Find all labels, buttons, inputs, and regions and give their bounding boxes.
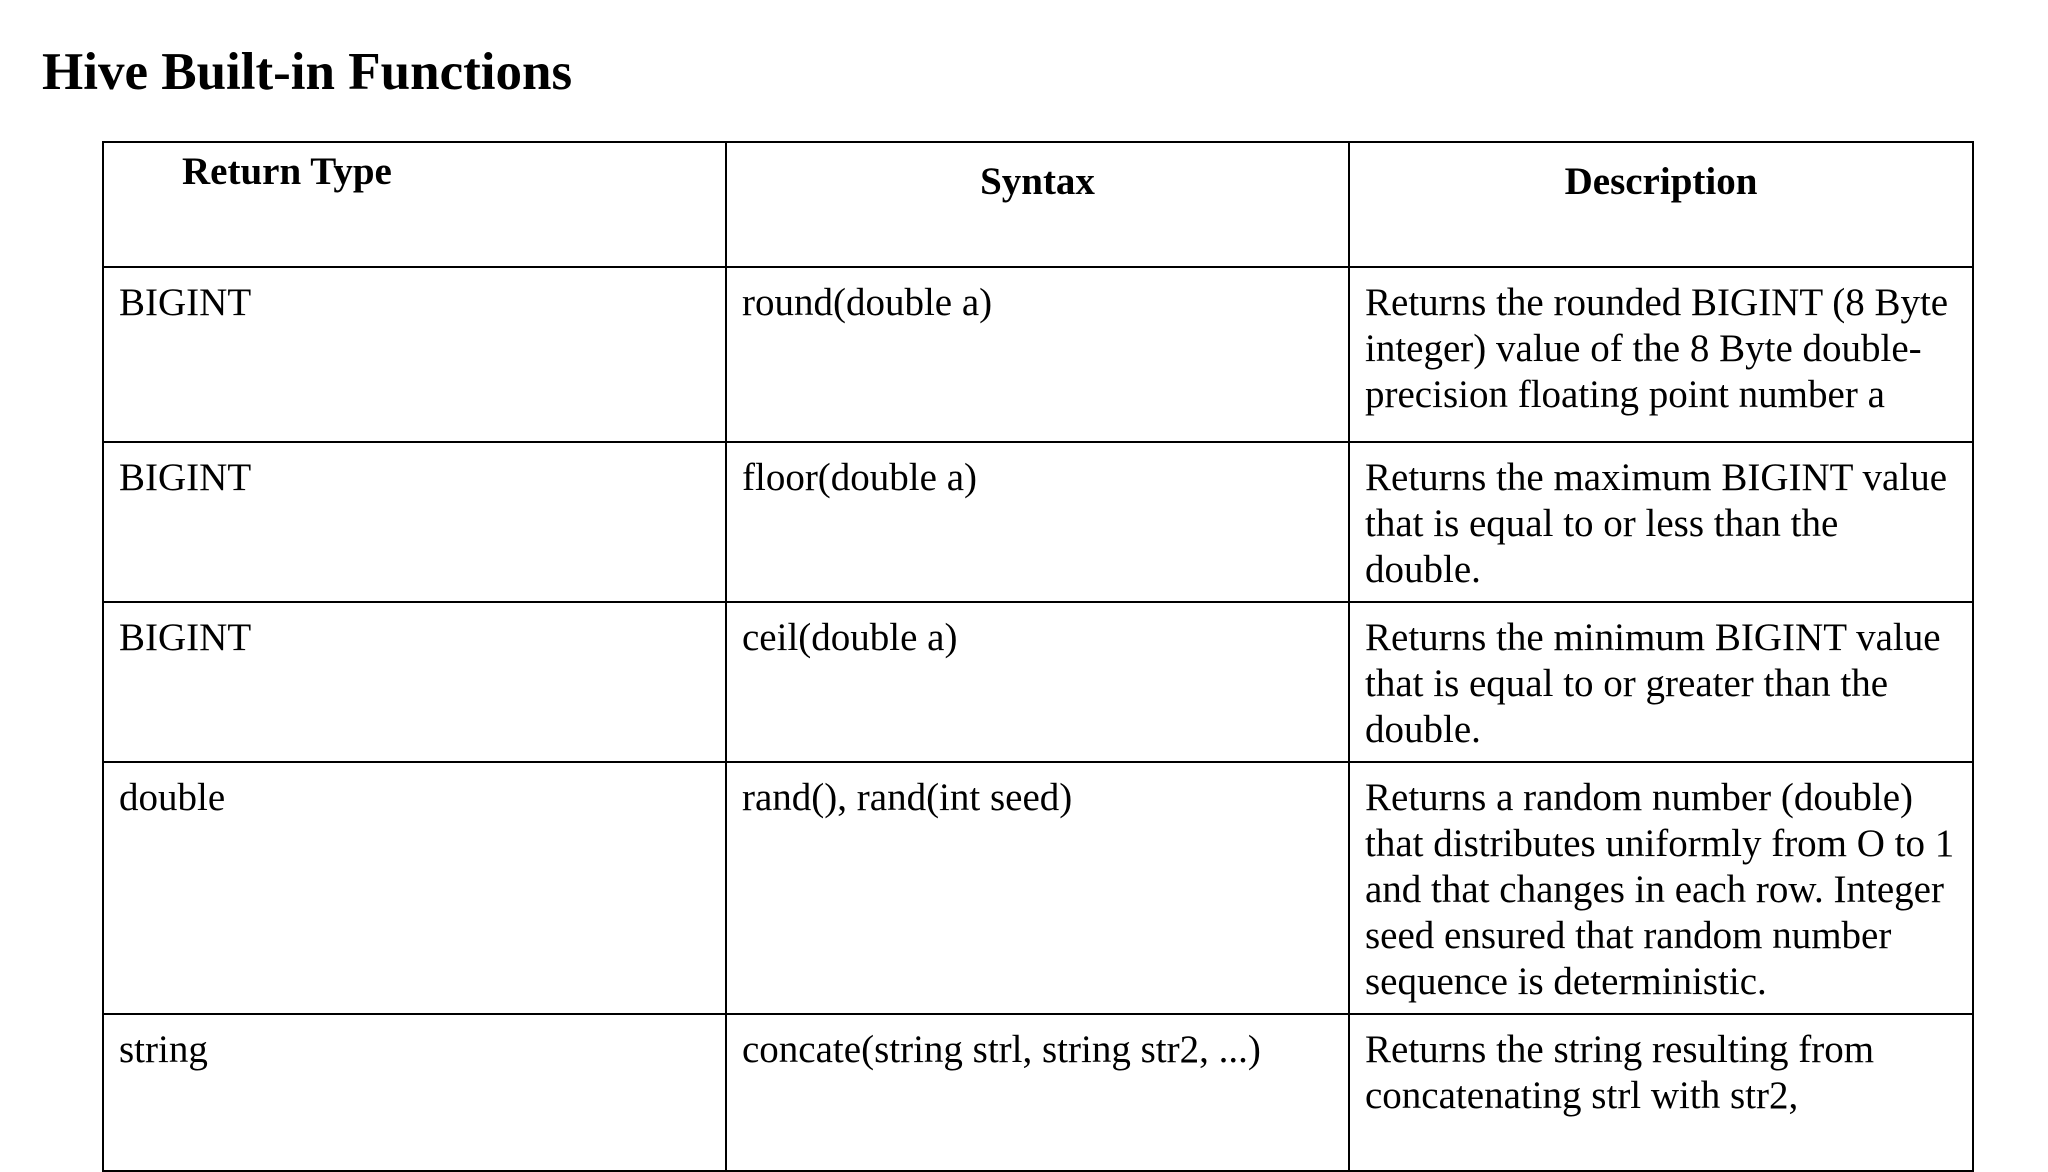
header-syntax: Syntax [726,142,1349,267]
functions-table [102,141,1974,1172]
syntax-cell: floor(double a) [726,442,1349,602]
syntax-cell: concate(string strl, string str2, ...) [726,1014,1349,1171]
return-type-cell: BIGINT [103,602,726,762]
return-type-cell: double [103,762,726,1014]
description-cell: Returns the minimum BIGINT value that is equal to or greater than the double. [1349,602,1973,762]
table-row [103,762,1973,1014]
syntax-cell: ceil(double a) [726,602,1349,762]
description-cell: Returns a random number (double) that distributes uniformly from O to 1 and that changes in each row. Integer seed ensured that random number sequence is deterministic. [1349,762,1973,1014]
description-cell: Returns the maximum BIGINT value that is equal to or less than the double. [1349,442,1973,602]
header-return-type: Return Type [103,142,726,267]
table-row [103,602,1973,762]
syntax-cell: rand(), rand(int seed) [726,762,1349,1014]
table-header-row [103,142,1973,267]
return-type-cell: BIGINT [103,267,726,442]
table-row [103,267,1973,442]
description-cell: Returns the string resulting from concatenating strl with str2, [1349,1014,1973,1171]
syntax-cell: round(double a) [726,267,1349,442]
page-title: Hive Built-in Functions [42,43,573,101]
return-type-cell: BIGINT [103,442,726,602]
table-row [103,442,1973,602]
header-description: Description [1349,142,1973,267]
table-row [103,1014,1973,1171]
description-cell: Returns the rounded BIGINT (8 Byte integer) value of the 8 Byte double-precision floating point number a [1349,267,1973,442]
return-type-cell: string [103,1014,726,1171]
